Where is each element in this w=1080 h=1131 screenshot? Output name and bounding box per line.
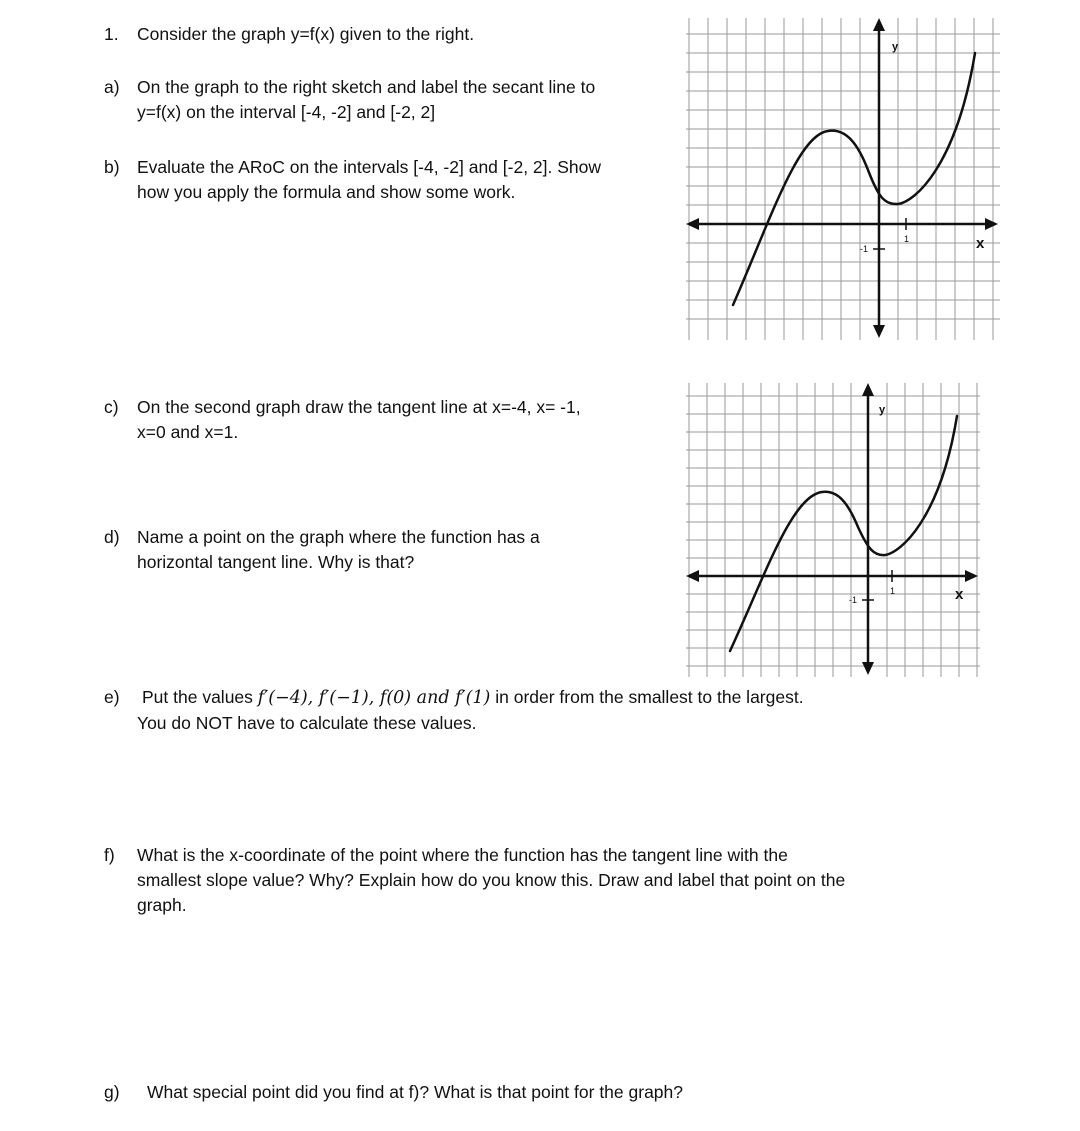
y-axis-label: y <box>879 404 886 416</box>
question-e <box>104 685 804 736</box>
x-axis-arrow-left <box>686 570 699 582</box>
question-text-line1: Evaluate the ARoC on the intervals [-4, -2] and [-2, 2]. Show <box>137 157 602 177</box>
grid <box>686 18 1000 340</box>
question-text-line2: smallest slope value? Why? Explain how do you know this. Draw and label that point on the <box>137 870 846 890</box>
graph-2 <box>686 383 980 677</box>
question-label: 1. <box>104 24 119 44</box>
grid <box>686 383 980 677</box>
x-tick-label: 1 <box>904 234 910 244</box>
y-tick-label: -1 <box>849 595 858 605</box>
question-text-line2: y=f(x) on the interval [-4, -2] and [-2, 2] <box>137 102 436 122</box>
question-b <box>104 155 601 205</box>
graph-2-svg <box>686 383 980 677</box>
question-text-line2: You do NOT have to calculate these values. <box>137 713 477 733</box>
question-label: a) <box>104 77 120 97</box>
question-label: e) <box>104 687 120 707</box>
question-label: g) <box>104 1082 120 1102</box>
x-axis-arrow-right <box>985 218 998 230</box>
question-label: c) <box>104 397 119 417</box>
question-a <box>104 75 595 125</box>
question-1 <box>104 22 474 47</box>
question-text-prefix: Put the values <box>142 687 258 707</box>
question-label: b) <box>104 157 120 177</box>
question-text-line2: how you apply the formula and show some work. <box>137 182 516 202</box>
question-text-line1 <box>142 685 804 711</box>
y-tick-label: -1 <box>860 244 869 254</box>
question-text: What special point did you find at f)? What is that point for the graph? <box>147 1082 683 1102</box>
graph-1-svg <box>686 18 1000 340</box>
question-g <box>104 1080 683 1105</box>
y-axis-arrow-down <box>873 325 885 338</box>
question-text-line2: x=0 and x=1. <box>137 422 239 442</box>
question-text: Consider the graph y=f(x) given to the right. <box>137 24 475 44</box>
question-text-line3: graph. <box>137 895 187 915</box>
x-axis-label: x <box>976 235 985 252</box>
question-text-line1: On the second graph draw the tangent line at x=-4, x= -1, <box>137 397 581 417</box>
x-axis-arrow-right <box>965 570 978 582</box>
question-label: f) <box>104 845 115 865</box>
question-text-suffix: in order from the smallest to the largest. <box>490 687 804 707</box>
y-axis-label: y <box>892 41 899 53</box>
graph-1 <box>686 18 1000 340</box>
question-d <box>104 525 540 575</box>
question-label: d) <box>104 527 120 547</box>
question-text-line1: Name a point on the graph where the function has a <box>137 527 540 547</box>
y-axis-arrow-up <box>873 18 885 31</box>
question-text-line1: What is the x-coordinate of the point where the function has the tangent line with the <box>137 845 788 865</box>
question-f <box>104 843 845 918</box>
x-axis-arrow-left <box>686 218 699 230</box>
question-c <box>104 395 581 445</box>
x-axis-label: x <box>955 586 964 603</box>
derivative-expression: f′(−4), f′(−1), f(0) and f′(1) <box>257 688 491 708</box>
question-text-line1: On the graph to the right sketch and label the secant line to <box>137 77 596 97</box>
y-axis-arrow-down <box>862 662 874 675</box>
x-tick-label: 1 <box>890 586 896 596</box>
question-text-line2: horizontal tangent line. Why is that? <box>137 552 415 572</box>
y-axis-arrow-up <box>862 383 874 396</box>
